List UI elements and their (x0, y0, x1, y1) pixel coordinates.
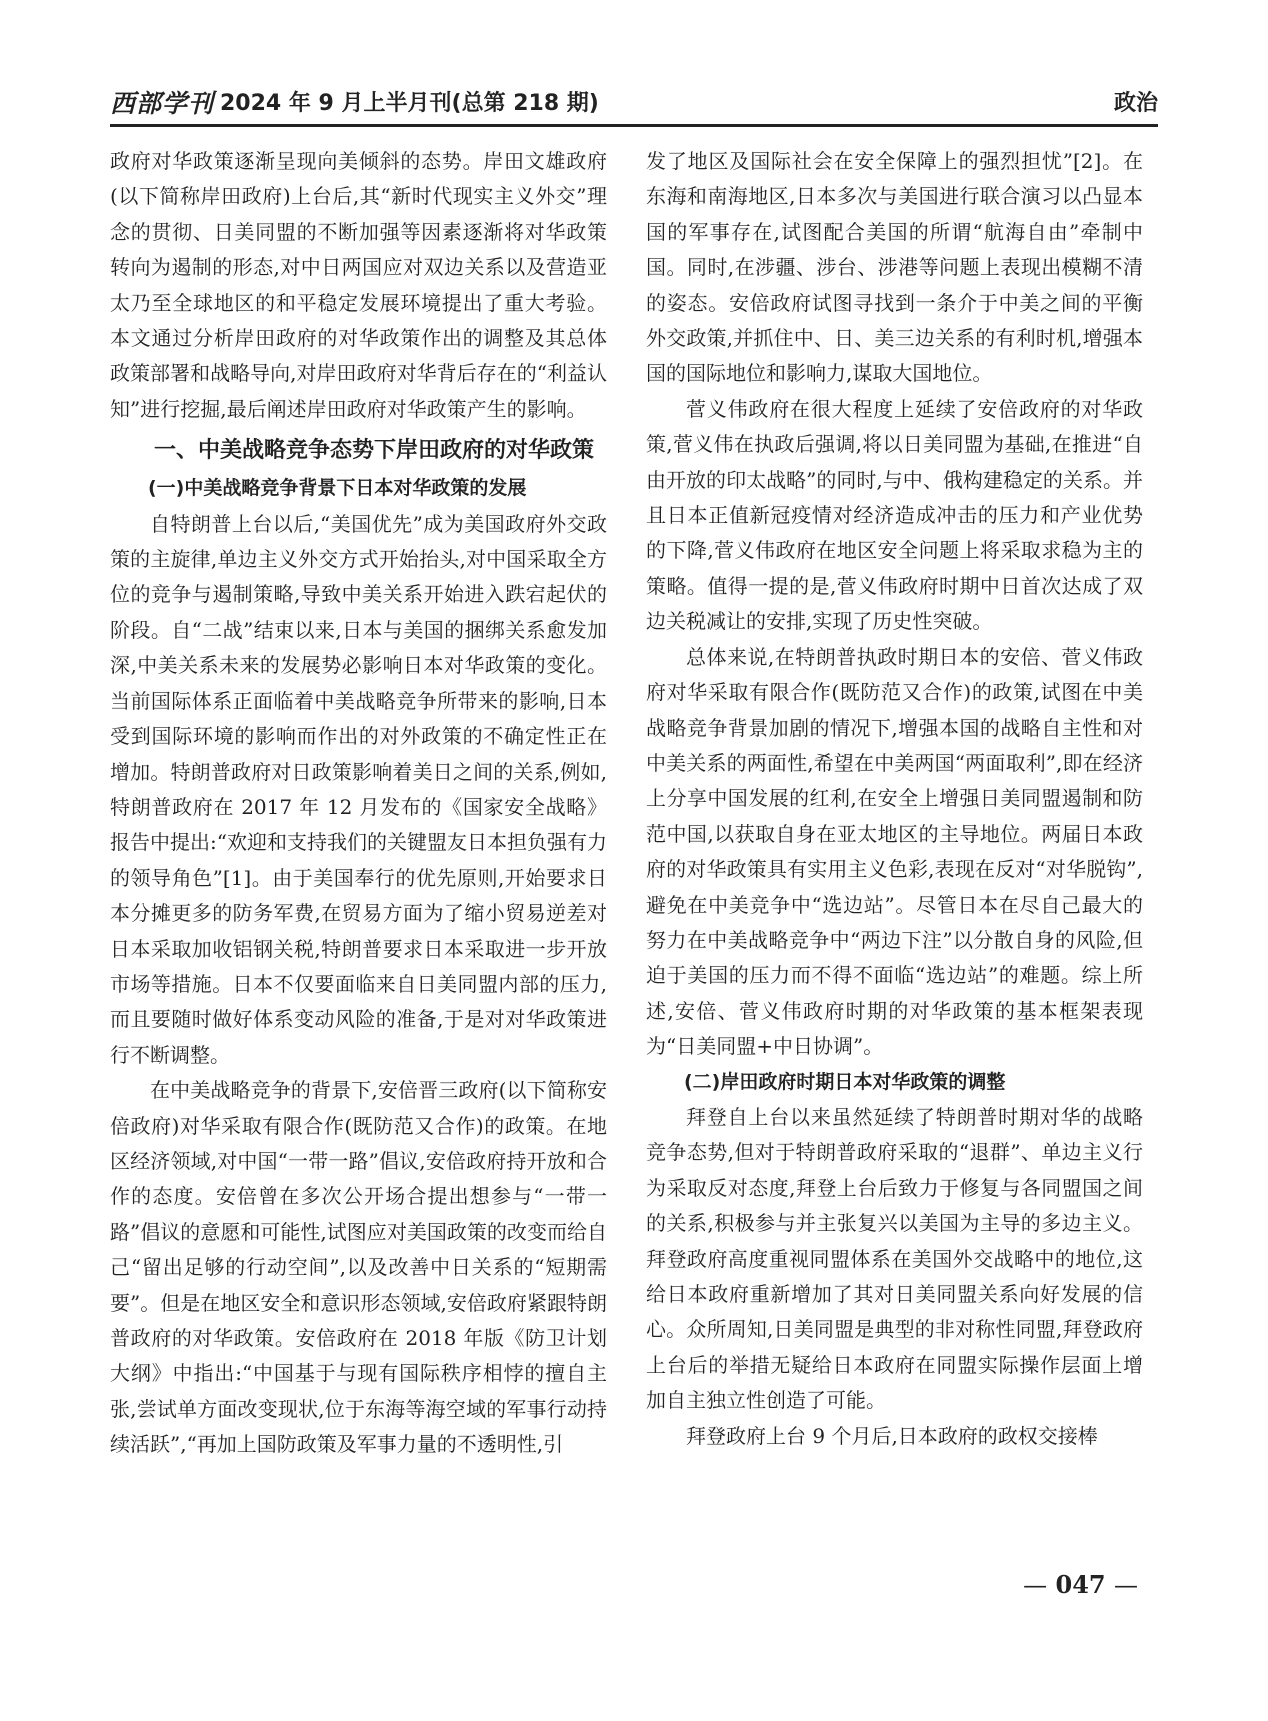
journal-logo: 西部学刊 (110, 89, 215, 118)
section-name: 政治 (1113, 91, 1158, 116)
paragraph: 菅义伟政府在很大程度上延续了安倍政府的对华政策,菅义伟在执政后强调,将以日美同盟为基础,在推进“自由开放的印太战略”的同时,与中、俄构建稳定的关系。并且日本正值新冠疫情对经济造成冲击的压力和产业优势的下降,菅义伟政府在地区安全问题上将采取求稳为主的策略。值得一提的是,菅义伟政府时期中日首次达成了双边关税减让的安排,实现了历史性突破。 (646, 396, 1143, 634)
subsection-heading: (一)中美战略竞争背景下日本对华政策的发展 (148, 477, 527, 500)
footer-dash-left: — (1023, 1571, 1048, 1599)
section-heading: 一、中美战略竞争态势下岸田政府的对华政策 (154, 438, 595, 464)
right-column (646, 144, 1143, 1454)
page-footer (1023, 1570, 1138, 1599)
page-number: 047 (1055, 1570, 1106, 1599)
paragraph: 政府对华政策逐渐呈现向美倾斜的态势。岸田文雄政府(以下简称岸田政府)上台后,其“新时代现实主义外交”理念的贯彻、日美同盟的不断加强等因素逐渐将对华政策转向为遏制的形态,对中日两国应对双边关系以及营造亚太乃至全球地区的和平稳定发展环境提出了重大考验。本文通过分析岸田政府的对华政策作出的调整及其总体政策部署和战略导向,对岸田政府对华背后存在的“利益认知”进行挖掘,最后阐述岸田政府对华政策产生的影响。 (110, 149, 607, 421)
paragraph: 拜登自上台以来虽然延续了特朗普时期对华的战略竞争态势,但对于特朗普政府采取的“退群”、单边主义行为采取反对态度,拜登上台后致力于修复与各同盟国之间的关系,积极参与并主张复兴以美国为主导的多边主义。拜登政府高度重视同盟体系在美国外交战略中的地位,这给日本政府重新增加了其对日美同盟关系向好发展的信心。众所周知,日美同盟是典型的非对称性同盟,拜登政府上台后的举措无疑给日本政府在同盟实际操作层面上增加自主独立性创造了可能。 (646, 1104, 1143, 1413)
paragraph: 自特朗普上台以后,“美国优先”成为美国政府外交政策的主旋律,单边主义外交方式开始抬头,对中国采取全方位的竞争与遏制策略,导致中美关系开始进入跌宕起伏的阶段。自“二战”结束以来,日本与美国的捆绑关系愈发加深,中美关系未来的发展势必影响日本对华政策的变化。当前国际体系正面临着中美战略竞争所带来的影响,日本受到国际环境的影响而作出的对外政策的不确定性正在增加。特朗普政府对日政策影响着美日之间的关系,例如,特朗普政府在 2017 年 12 月发布的《国家安全战略》报告中提出:“欢迎和支持我们的关键盟友日本担负强有力的领导角色”[1]。由于美国奉行的优先原则,开始要求日本分摊更多的防务军费,在贸易方面为了缩小贸易逆差对日本采取加收铝钢关税,特朗普要求日本采取进一步开放市场等措施。日本不仅要面临来自日美同盟内部的压力,而且要随时做好体系变动风险的准备,于是对对华政策进行不断调整。 (110, 511, 607, 1067)
footer-dash-right: — (1114, 1571, 1138, 1599)
running-header (110, 78, 1158, 127)
paragraph: 总体来说,在特朗普执政时期日本的安倍、菅义伟政府对华采取有限合作(既防范又合作)的政策,试图在中美战略竞争背景加剧的情况下,增强本国的战略自主性和对中美关系的两面性,希望在中美两国“两面取利”,即在经济上分享中国发展的红利,在安全上增强日美同盟遏制和防范中国,以获取自身在亚太地区的主导地位。两届日本政府的对华政策具有实用主义色彩,表现在反对“对华脱钩”,避免在中美竞争中“选边站”。尽管日本在尽自己最大的努力在中美战略竞争中“两边下注”以分散自身的风险,但迫于美国的压力而不得不面临“选边站”的难题。综上所述,安倍、菅义伟政府时期的对华政策的基本框架表现为“日美同盟+中日协调”。 (646, 644, 1143, 1059)
left-column (110, 144, 607, 1463)
paragraph: 拜登政府上台 9 个月后,日本政府的政权交接棒 (686, 1423, 1098, 1448)
issue-info: 2024 年 9 月上半月刊(总第 218 期) (220, 91, 599, 116)
paragraph: 发了地区及国际社会在安全保障上的强烈担忧”[2]。在东海和南海地区,日本多次与美国进行联合演习以凸显本国的军事存在,试图配合美国的所谓“航海自由”牵制中国。同时,在涉疆、涉台、涉港等问题上表现出模糊不清的姿态。安倍政府试图寻找到一条介于中美之间的平衡外交政策,并抓住中、日、美三边关系的有利时机,增强本国的国际地位和影响力,谋取大国地位。 (646, 149, 1143, 386)
paragraph: 在中美战略竞争的背景下,安倍晋三政府(以下简称安倍政府)对华采取有限合作(既防范又合作)的政策。在地区经济领域,对中国“一带一路”倡议,安倍政府持开放和合作的态度。安倍曾在多次公开场合提出想参与“一带一路”倡议的意愿和可能性,试图应对美国政策的改变而给自己“留出足够的行动空间”,以及改善中日关系的“短期需要”。但是在地区安全和意识形态领域,安倍政府紧跟特朗普政府的对华政策。安倍政府在 2018 年版《防卫计划大纲》中指出:“中国基于与现有国际秩序相悖的擅自主张,尝试单方面改变现状,位于东海等海空域的军事行动持续活跃”,“再加上国防政策及军事力量的不透明性,引 (110, 1078, 607, 1457)
subsection-heading: (二)岸田政府时期日本对华政策的调整 (684, 1070, 1006, 1093)
